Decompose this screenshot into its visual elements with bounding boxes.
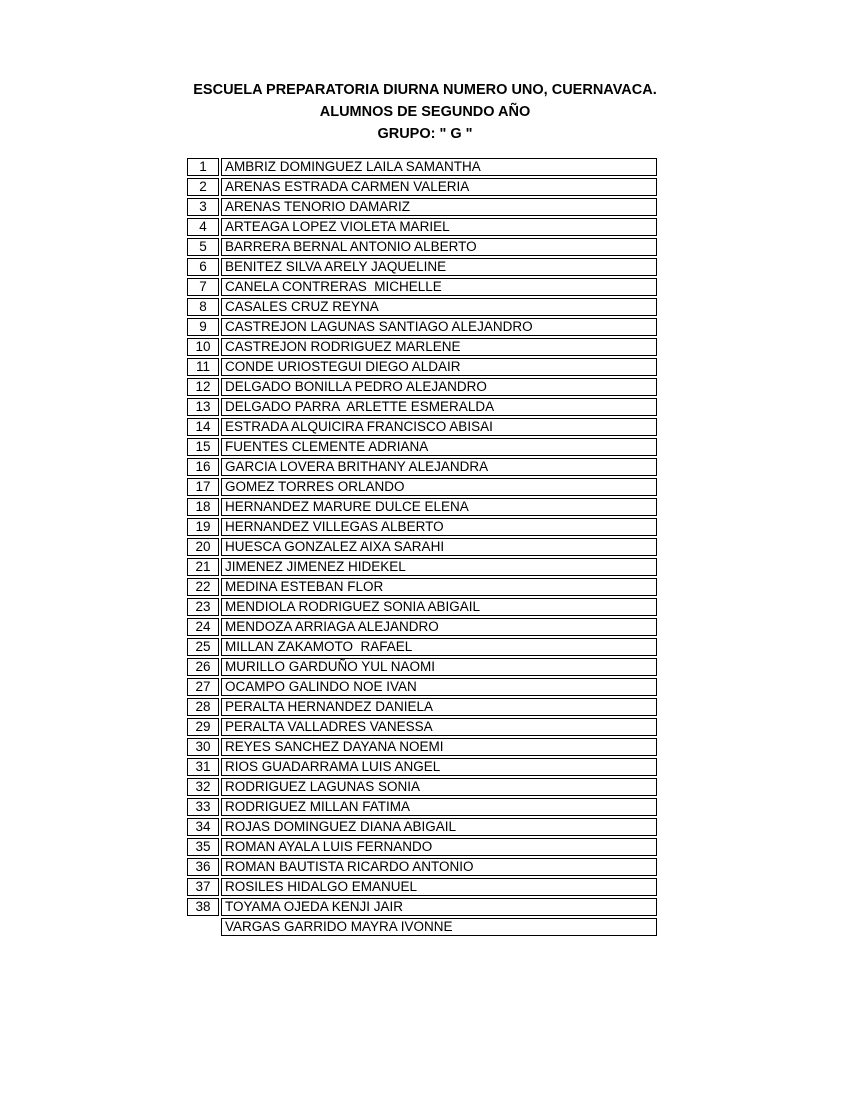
student-name-cell: GOMEZ TORRES ORLANDO: [221, 478, 657, 496]
student-number-cell: 21: [187, 558, 219, 576]
table-row: [187, 618, 657, 636]
student-name-cell: HUESCA GONZALEZ AIXA SARAHI: [221, 538, 657, 556]
student-name-cell: RIOS GUADARRAMA LUIS ANGEL: [221, 758, 657, 776]
student-number-cell: 16: [187, 458, 219, 476]
student-number-cell: 33: [187, 798, 219, 816]
student-number-cell: 6: [187, 258, 219, 276]
table-row: [187, 698, 657, 716]
student-number-cell: 29: [187, 718, 219, 736]
student-number-cell: 35: [187, 838, 219, 856]
student-number-cell: 20: [187, 538, 219, 556]
student-number-cell: 23: [187, 598, 219, 616]
student-name-cell: ARENAS TENORIO DAMARIZ: [221, 198, 657, 216]
student-number-cell: 34: [187, 818, 219, 836]
student-number-cell: 25: [187, 638, 219, 656]
table-row: [187, 478, 657, 496]
table-row: [187, 538, 657, 556]
student-number-cell: 15: [187, 438, 219, 456]
student-name-cell: GARCIA LOVERA BRITHANY ALEJANDRA: [221, 458, 657, 476]
student-roster-table: [185, 156, 659, 938]
table-row: [187, 778, 657, 796]
student-name-cell: ARENAS ESTRADA CARMEN VALERIA: [221, 178, 657, 196]
student-number-cell: 13: [187, 398, 219, 416]
student-number-cell: 38: [187, 898, 219, 916]
student-name-cell: HERNANDEZ VILLEGAS ALBERTO: [221, 518, 657, 536]
student-name-cell: FUENTES CLEMENTE ADRIANA: [221, 438, 657, 456]
student-number-cell: 36: [187, 858, 219, 876]
student-name-cell: BARRERA BERNAL ANTONIO ALBERTO: [221, 238, 657, 256]
table-row: [187, 558, 657, 576]
student-number-cell: 24: [187, 618, 219, 636]
student-number-cell: 2: [187, 178, 219, 196]
grade-subtitle: ALUMNOS DE SEGUNDO AÑO: [319, 104, 531, 120]
student-name-cell: MEDINA ESTEBAN FLOR: [221, 578, 657, 596]
school-title: ESCUELA PREPARATORIA DIURNA NUMERO UNO, CUERNAVACA.: [193, 82, 657, 98]
student-name-cell: BENITEZ SILVA ARELY JAQUELINE: [221, 258, 657, 276]
table-row: [187, 398, 657, 416]
student-name-cell: REYES SANCHEZ DAYANA NOEMI: [221, 738, 657, 756]
student-name-cell: CASALES CRUZ REYNA: [221, 298, 657, 316]
student-number-cell: 30: [187, 738, 219, 756]
student-name-cell: VARGAS GARRIDO MAYRA IVONNE: [221, 918, 657, 936]
table-row: [187, 238, 657, 256]
student-number-cell: 5: [187, 238, 219, 256]
student-number-cell: 31: [187, 758, 219, 776]
table-row: [187, 498, 657, 516]
student-number-cell: 10: [187, 338, 219, 356]
student-number-cell: 19: [187, 518, 219, 536]
table-row: [187, 878, 657, 896]
student-name-cell: RODRIGUEZ MILLAN FATIMA: [221, 798, 657, 816]
group-subtitle: GRUPO: " G ": [377, 126, 473, 142]
table-row: [187, 198, 657, 216]
student-name-cell: OCAMPO GALINDO NOE IVAN: [221, 678, 657, 696]
student-number-cell: 17: [187, 478, 219, 496]
student-name-cell: CASTREJON LAGUNAS SANTIAGO ALEJANDRO: [221, 318, 657, 336]
document-header: [0, 79, 850, 145]
table-row: [187, 758, 657, 776]
student-number-cell: 14: [187, 418, 219, 436]
student-name-cell: CASTREJON RODRIGUEZ MARLENE: [221, 338, 657, 356]
table-row: [187, 518, 657, 536]
table-row: [187, 358, 657, 376]
table-row: [187, 158, 657, 176]
student-name-cell: PERALTA VALLADRES VANESSA: [221, 718, 657, 736]
student-number-cell: 8: [187, 298, 219, 316]
student-name-cell: MENDIOLA RODRIGUEZ SONIA ABIGAIL: [221, 598, 657, 616]
student-number-cell: [187, 918, 219, 936]
table-row: [187, 838, 657, 856]
table-row: [187, 918, 657, 936]
student-number-cell: 3: [187, 198, 219, 216]
table-row: [187, 178, 657, 196]
table-row: [187, 418, 657, 436]
student-number-cell: 1: [187, 158, 219, 176]
table-row: [187, 738, 657, 756]
student-number-cell: 32: [187, 778, 219, 796]
table-row: [187, 258, 657, 276]
student-number-cell: 4: [187, 218, 219, 236]
student-name-cell: JIMENEZ JIMENEZ HIDEKEL: [221, 558, 657, 576]
student-number-cell: 7: [187, 278, 219, 296]
student-name-cell: CONDE URIOSTEGUI DIEGO ALDAIR: [221, 358, 657, 376]
table-row: [187, 678, 657, 696]
student-name-cell: HERNANDEZ MARURE DULCE ELENA: [221, 498, 657, 516]
table-row: [187, 378, 657, 396]
table-row: [187, 818, 657, 836]
student-roster-body: [187, 158, 657, 936]
table-row: [187, 658, 657, 676]
table-row: [187, 318, 657, 336]
student-name-cell: MURILLO GARDUÑO YUL NAOMI: [221, 658, 657, 676]
student-name-cell: TOYAMA OJEDA KENJI JAIR: [221, 898, 657, 916]
student-name-cell: ARTEAGA LOPEZ VIOLETA MARIEL: [221, 218, 657, 236]
student-name-cell: MILLAN ZAKAMOTO RAFAEL: [221, 638, 657, 656]
table-row: [187, 298, 657, 316]
table-row: [187, 598, 657, 616]
student-number-cell: 37: [187, 878, 219, 896]
table-row: [187, 578, 657, 596]
student-name-cell: ROMAN BAUTISTA RICARDO ANTONIO: [221, 858, 657, 876]
student-name-cell: PERALTA HERNANDEZ DANIELA: [221, 698, 657, 716]
student-number-cell: 22: [187, 578, 219, 596]
table-row: [187, 858, 657, 876]
student-name-cell: ESTRADA ALQUICIRA FRANCISCO ABISAI: [221, 418, 657, 436]
student-name-cell: AMBRIZ DOMINGUEZ LAILA SAMANTHA: [221, 158, 657, 176]
student-name-cell: MENDOZA ARRIAGA ALEJANDRO: [221, 618, 657, 636]
table-row: [187, 458, 657, 476]
student-name-cell: ROSILES HIDALGO EMANUEL: [221, 878, 657, 896]
student-name-cell: ROJAS DOMINGUEZ DIANA ABIGAIL: [221, 818, 657, 836]
table-row: [187, 638, 657, 656]
table-row: [187, 278, 657, 296]
table-row: [187, 718, 657, 736]
student-number-cell: 27: [187, 678, 219, 696]
student-name-cell: ROMAN AYALA LUIS FERNANDO: [221, 838, 657, 856]
table-row: [187, 218, 657, 236]
student-number-cell: 12: [187, 378, 219, 396]
student-name-cell: DELGADO PARRA ARLETTE ESMERALDA: [221, 398, 657, 416]
student-number-cell: 18: [187, 498, 219, 516]
student-number-cell: 9: [187, 318, 219, 336]
student-name-cell: DELGADO BONILLA PEDRO ALEJANDRO: [221, 378, 657, 396]
student-number-cell: 11: [187, 358, 219, 376]
table-row: [187, 798, 657, 816]
table-row: [187, 438, 657, 456]
table-row: [187, 338, 657, 356]
student-name-cell: RODRIGUEZ LAGUNAS SONIA: [221, 778, 657, 796]
student-number-cell: 26: [187, 658, 219, 676]
student-number-cell: 28: [187, 698, 219, 716]
student-name-cell: CANELA CONTRERAS MICHELLE: [221, 278, 657, 296]
table-row: [187, 898, 657, 916]
